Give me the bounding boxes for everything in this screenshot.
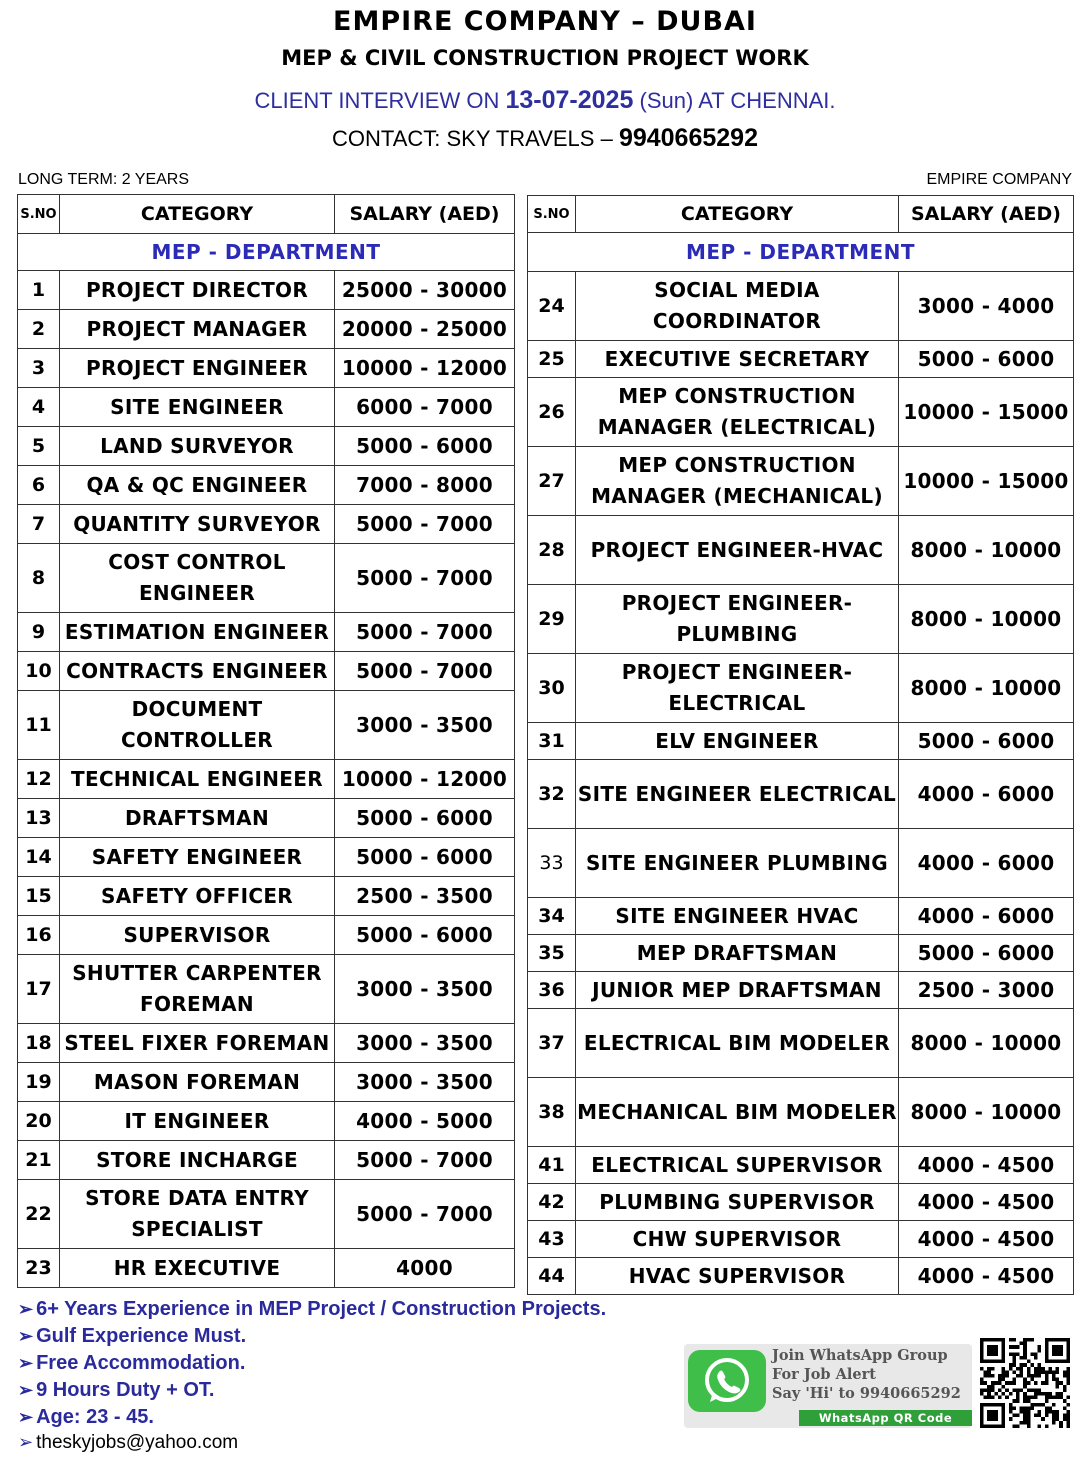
row-category: STORE DATA ENTRY SPECIALIST	[60, 1180, 335, 1249]
contact-phone: 9940665292	[618, 124, 758, 152]
row-salary: 5000 - 7000	[335, 613, 515, 652]
interview-line	[0, 86, 1090, 115]
row-category: SITE ENGINEER PLUMBING	[576, 829, 899, 898]
row-category: SITE ENGINEER ELECTRICAL	[576, 760, 899, 829]
row-category: PROJECT ENGINEER-ELECTRICAL	[576, 654, 899, 723]
row-category: QUANTITY SURVEYOR	[60, 505, 335, 544]
row-salary: 5000 - 7000	[335, 505, 515, 544]
row-sno: 2	[18, 310, 60, 349]
header-category: CATEGORY	[60, 195, 335, 234]
row-sno: 37	[528, 1009, 576, 1078]
page-subtitle: MEP & CIVIL CONSTRUCTION PROJECT WORK	[281, 46, 809, 70]
company-note: EMPIRE COMPANY	[926, 171, 1072, 188]
table-row	[18, 877, 515, 916]
row-sno: 24	[528, 272, 576, 341]
row-category: STEEL FIXER FOREMAN	[60, 1024, 335, 1063]
requirement-item	[18, 1377, 606, 1404]
table-header-row	[18, 195, 515, 234]
arrow-icon: ➢	[18, 1326, 34, 1346]
row-sno: 30	[528, 654, 576, 723]
row-category: STORE INCHARGE	[60, 1141, 335, 1180]
table-row	[18, 388, 515, 427]
requirement-item	[18, 1323, 606, 1350]
row-sno: 1	[18, 271, 60, 310]
row-salary: 5000 - 6000	[335, 838, 515, 877]
row-category: PROJECT ENGINEER-PLUMBING	[576, 585, 899, 654]
row-salary: 8000 - 10000	[899, 1078, 1074, 1147]
row-category: SITE ENGINEER HVAC	[576, 898, 899, 935]
table-row	[18, 1063, 515, 1102]
row-salary: 10000 - 15000	[899, 378, 1074, 447]
row-salary: 5000 - 7000	[335, 544, 515, 613]
row-category: PROJECT ENGINEER	[60, 349, 335, 388]
row-salary: 5000 - 7000	[335, 1180, 515, 1249]
row-salary: 8000 - 10000	[899, 516, 1074, 585]
qr-code-icon[interactable]	[980, 1338, 1070, 1428]
arrow-icon: ➢	[18, 1353, 34, 1373]
requirement-item	[18, 1350, 606, 1377]
row-sno: 43	[528, 1221, 576, 1258]
table-row	[18, 271, 515, 310]
table-row	[18, 1024, 515, 1063]
row-sno: 12	[18, 760, 60, 799]
row-sno: 28	[528, 516, 576, 585]
row-salary: 4000	[335, 1249, 515, 1288]
requirement-text: 6+ Years Experience in MEP Project / Construction Projects.	[36, 1298, 607, 1320]
row-sno: 5	[18, 427, 60, 466]
row-category: HR EXECUTIVE	[60, 1249, 335, 1288]
row-salary: 4000 - 5000	[335, 1102, 515, 1141]
requirements-list	[18, 1296, 606, 1431]
row-category: COST CONTROL ENGINEER	[60, 544, 335, 613]
table-row	[528, 378, 1074, 447]
row-sno: 17	[18, 955, 60, 1024]
table-row	[528, 1221, 1074, 1258]
requirement-item	[18, 1404, 606, 1431]
term-note: LONG TERM: 2 YEARS	[18, 171, 190, 188]
row-category: PROJECT MANAGER	[60, 310, 335, 349]
row-sno: 34	[528, 898, 576, 935]
row-salary: 3000 - 3500	[335, 1024, 515, 1063]
row-salary: 5000 - 6000	[335, 916, 515, 955]
table-row	[18, 613, 515, 652]
row-sno: 3	[18, 349, 60, 388]
row-category: ESTIMATION ENGINEER	[60, 613, 335, 652]
row-sno: 32	[528, 760, 576, 829]
arrow-icon: ➢	[18, 1407, 34, 1427]
row-salary: 5000 - 6000	[899, 723, 1074, 760]
table-row	[528, 341, 1074, 378]
row-sno: 13	[18, 799, 60, 838]
row-sno: 36	[528, 972, 576, 1009]
row-sno: 25	[528, 341, 576, 378]
row-sno: 21	[18, 1141, 60, 1180]
row-category: PROJECT DIRECTOR	[60, 271, 335, 310]
row-sno: 14	[18, 838, 60, 877]
table-row	[18, 760, 515, 799]
table-row	[18, 427, 515, 466]
whatsapp-line1: Join WhatsApp Group	[772, 1347, 948, 1364]
row-category: JUNIOR MEP DRAFTSMAN	[576, 972, 899, 1009]
table-row	[18, 1141, 515, 1180]
header-sno: S.NO	[528, 196, 576, 233]
requirement-text: Gulf Experience Must.	[36, 1325, 247, 1347]
row-category: PROJECT ENGINEER-HVAC	[576, 516, 899, 585]
whatsapp-text	[772, 1346, 961, 1403]
row-salary: 8000 - 10000	[899, 654, 1074, 723]
table-row	[18, 1102, 515, 1141]
row-category: SAFETY ENGINEER	[60, 838, 335, 877]
row-category: EXECUTIVE SECRETARY	[576, 341, 899, 378]
row-category: HVAC SUPERVISOR	[576, 1258, 899, 1295]
row-category: QA & QC ENGINEER	[60, 466, 335, 505]
table-row	[528, 654, 1074, 723]
row-salary: 4000 - 6000	[899, 760, 1074, 829]
row-sno: 44	[528, 1258, 576, 1295]
row-category: ELECTRICAL BIM MODELER	[576, 1009, 899, 1078]
header-salary: SALARY (AED)	[335, 195, 515, 234]
row-salary: 4000 - 4500	[899, 1147, 1074, 1184]
header-sno: S.NO	[18, 195, 60, 234]
row-sno: 23	[18, 1249, 60, 1288]
interview-date: 13-07-2025	[505, 86, 634, 114]
table-row	[528, 829, 1074, 898]
whatsapp-qr-label: WhatsApp QR Code	[799, 1410, 972, 1426]
row-category: DOCUMENT CONTROLLER	[60, 691, 335, 760]
whatsapp-line3: Say 'Hi' to 9940665292	[772, 1385, 961, 1402]
table-row	[528, 1009, 1074, 1078]
row-salary: 5000 - 6000	[335, 427, 515, 466]
contact-line	[0, 124, 1090, 153]
row-salary: 3000 - 4000	[899, 272, 1074, 341]
table-row	[18, 691, 515, 760]
row-sno: 27	[528, 447, 576, 516]
row-sno: 15	[18, 877, 60, 916]
table-row	[528, 935, 1074, 972]
right-salary-table	[527, 195, 1074, 1295]
row-sno: 26	[528, 378, 576, 447]
whatsapp-logo-icon	[688, 1350, 766, 1412]
table-row	[18, 505, 515, 544]
table-row	[528, 723, 1074, 760]
header-category: CATEGORY	[576, 196, 899, 233]
table-row	[528, 1147, 1074, 1184]
row-salary: 6000 - 7000	[335, 388, 515, 427]
department-row	[528, 233, 1074, 272]
table-row	[528, 1078, 1074, 1147]
table-row	[528, 1184, 1074, 1221]
table-row	[18, 349, 515, 388]
row-category: PLUMBING SUPERVISOR	[576, 1184, 899, 1221]
row-salary: 8000 - 10000	[899, 1009, 1074, 1078]
row-salary: 4000 - 4500	[899, 1258, 1074, 1295]
row-salary: 4000 - 4500	[899, 1184, 1074, 1221]
row-sno: 31	[528, 723, 576, 760]
row-salary: 5000 - 6000	[899, 341, 1074, 378]
row-sno: 7	[18, 505, 60, 544]
row-sno: 18	[18, 1024, 60, 1063]
interview-prefix: CLIENT INTERVIEW ON	[254, 88, 500, 113]
row-category: CHW SUPERVISOR	[576, 1221, 899, 1258]
row-sno: 41	[528, 1147, 576, 1184]
requirement-text: 9 Hours Duty + OT.	[36, 1379, 215, 1401]
header-salary: SALARY (AED)	[899, 196, 1074, 233]
row-category: MEP CONSTRUCTION MANAGER (ELECTRICAL)	[576, 378, 899, 447]
row-salary: 4000 - 6000	[899, 898, 1074, 935]
table-row	[528, 447, 1074, 516]
row-salary: 8000 - 10000	[899, 585, 1074, 654]
row-category: TECHNICAL ENGINEER	[60, 760, 335, 799]
table-row	[18, 1180, 515, 1249]
table-row	[528, 898, 1074, 935]
row-category: IT ENGINEER	[60, 1102, 335, 1141]
table-row	[18, 466, 515, 505]
row-salary: 5000 - 7000	[335, 652, 515, 691]
row-salary: 10000 - 12000	[335, 760, 515, 799]
email-line	[18, 1432, 238, 1454]
row-sno: 6	[18, 466, 60, 505]
row-sno: 16	[18, 916, 60, 955]
row-salary: 20000 - 25000	[335, 310, 515, 349]
row-category: CONTRACTS ENGINEER	[60, 652, 335, 691]
row-category: SUPERVISOR	[60, 916, 335, 955]
whatsapp-line2: For Job Alert	[772, 1366, 876, 1383]
row-category: ELECTRICAL SUPERVISOR	[576, 1147, 899, 1184]
row-category: MECHANICAL BIM MODELER	[576, 1078, 899, 1147]
row-sno: 8	[18, 544, 60, 613]
row-category: MEP DRAFTSMAN	[576, 935, 899, 972]
table-row	[18, 916, 515, 955]
email-link[interactable]: theskyjobs@yahoo.com	[36, 1432, 239, 1453]
department-row	[18, 234, 515, 271]
row-category: SAFETY OFFICER	[60, 877, 335, 916]
row-salary: 4000 - 4500	[899, 1221, 1074, 1258]
page-title: EMPIRE COMPANY – DUBAI	[333, 6, 757, 37]
row-sno: 22	[18, 1180, 60, 1249]
requirement-text: Free Accommodation.	[36, 1352, 246, 1374]
contact-prefix: CONTACT: SKY TRAVELS –	[332, 126, 613, 151]
row-sno: 38	[528, 1078, 576, 1147]
row-sno: 4	[18, 388, 60, 427]
row-category: SOCIAL MEDIA COORDINATOR	[576, 272, 899, 341]
row-salary: 2500 - 3000	[899, 972, 1074, 1009]
row-salary: 3000 - 3500	[335, 691, 515, 760]
table-row	[18, 544, 515, 613]
row-salary: 3000 - 3500	[335, 1063, 515, 1102]
row-category: SHUTTER CARPENTER FOREMAN	[60, 955, 335, 1024]
row-sno: 29	[528, 585, 576, 654]
row-salary: 10000 - 15000	[899, 447, 1074, 516]
row-sno: 42	[528, 1184, 576, 1221]
row-salary: 5000 - 6000	[335, 799, 515, 838]
table-header-row	[528, 196, 1074, 233]
requirement-text: Age: 23 - 45.	[36, 1406, 154, 1428]
row-category: DRAFTSMAN	[60, 799, 335, 838]
department-label: MEP - DEPARTMENT	[18, 234, 515, 271]
table-row	[18, 652, 515, 691]
row-sno: 9	[18, 613, 60, 652]
row-category: MASON FOREMAN	[60, 1063, 335, 1102]
row-salary: 2500 - 3500	[335, 877, 515, 916]
row-salary: 25000 - 30000	[335, 271, 515, 310]
row-category: MEP CONSTRUCTION MANAGER (MECHANICAL)	[576, 447, 899, 516]
row-salary: 10000 - 12000	[335, 349, 515, 388]
table-row	[18, 799, 515, 838]
row-sno: 33	[528, 829, 576, 898]
row-sno: 19	[18, 1063, 60, 1102]
row-sno: 11	[18, 691, 60, 760]
table-row	[18, 838, 515, 877]
interview-suffix: (Sun) AT CHENNAI.	[639, 88, 836, 113]
whatsapp-banner[interactable]	[684, 1344, 972, 1428]
table-row	[18, 1249, 515, 1288]
row-salary: 4000 - 6000	[899, 829, 1074, 898]
row-salary: 5000 - 7000	[335, 1141, 515, 1180]
table-row	[18, 955, 515, 1024]
table-row	[528, 760, 1074, 829]
arrow-icon: ➢	[18, 1380, 34, 1400]
row-salary: 5000 - 6000	[899, 935, 1074, 972]
department-label: MEP - DEPARTMENT	[528, 233, 1074, 272]
row-category: LAND SURVEYOR	[60, 427, 335, 466]
table-row	[528, 272, 1074, 341]
row-salary: 3000 - 3500	[335, 955, 515, 1024]
row-sno: 20	[18, 1102, 60, 1141]
table-row	[528, 516, 1074, 585]
row-sno: 35	[528, 935, 576, 972]
row-salary: 7000 - 8000	[335, 466, 515, 505]
row-sno: 10	[18, 652, 60, 691]
table-row	[18, 310, 515, 349]
table-row	[528, 585, 1074, 654]
row-category: SITE ENGINEER	[60, 388, 335, 427]
row-category: ELV ENGINEER	[576, 723, 899, 760]
table-row	[528, 972, 1074, 1009]
arrow-icon: ➢	[18, 1432, 34, 1452]
arrow-icon: ➢	[18, 1299, 34, 1319]
left-salary-table	[17, 194, 515, 1288]
requirement-item	[18, 1296, 606, 1323]
table-row	[528, 1258, 1074, 1295]
